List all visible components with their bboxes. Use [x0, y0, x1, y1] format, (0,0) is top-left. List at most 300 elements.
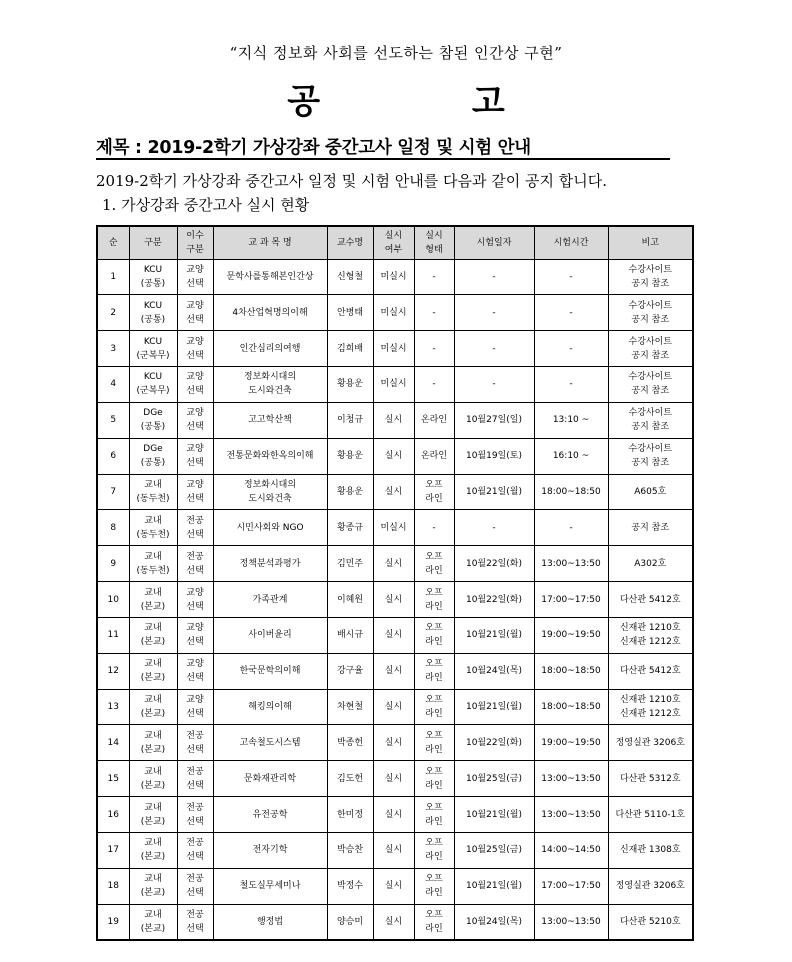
cell-completion [177, 474, 213, 510]
cell-no: 2 [97, 295, 129, 331]
cell-course-line: 유전공학 [252, 809, 288, 820]
cell-category-line: (공통) [140, 278, 166, 289]
cell-date: 10월27일(일) [454, 402, 534, 438]
cell-completion [177, 402, 213, 438]
cell-course-line: 정보화시대의 [243, 372, 297, 383]
cell-time: 13:00~13:50 [534, 761, 608, 797]
title-underline [96, 158, 670, 160]
cell-course [213, 438, 327, 474]
cell-note [608, 510, 693, 546]
cell-no: 16 [97, 797, 129, 833]
cell-category [129, 331, 177, 367]
cell-completion-line: 선택 [186, 709, 204, 720]
cell-completion-line: 전공 [186, 802, 204, 813]
table-row [97, 868, 693, 904]
cell-mode-line: - [432, 379, 436, 390]
cell-time: 17:00~17:50 [534, 868, 608, 904]
cell-completion [177, 725, 213, 761]
cell-completion-line: 선택 [186, 529, 204, 540]
header-course: 교 과 목 명 [213, 226, 327, 259]
cell-professor: 김민주 [327, 546, 373, 582]
cell-time: 18:00~18:50 [534, 474, 608, 510]
cell-professor: 한미정 [327, 797, 373, 833]
cell-date: 10월22일(화) [454, 582, 534, 618]
cell-date: - [454, 510, 534, 546]
motto: “지식 정보화 사회를 선도하는 참된 인간상 구현” [229, 44, 563, 62]
cell-category-line: (공통) [140, 314, 166, 325]
cell-category [129, 402, 177, 438]
cell-completion [177, 438, 213, 474]
cell-category-line: (동두천) [136, 529, 170, 540]
cell-course [213, 295, 327, 331]
cell-note-line: 신재관 1212호 [619, 709, 681, 720]
cell-no: 11 [97, 617, 129, 653]
cell-course-line: 가족관계 [252, 594, 288, 605]
cell-mode-line: 라인 [425, 565, 443, 576]
cell-time: 16:10 ~ [534, 438, 608, 474]
cell-mode-line: 오프 [425, 479, 443, 490]
cell-completion-line: 선택 [186, 314, 204, 325]
cell-professor: 김도헌 [327, 761, 373, 797]
cell-category-line: (본교) [140, 923, 166, 934]
header-date: 시험일자 [454, 226, 534, 259]
cell-mode-line: 라인 [425, 852, 443, 863]
cell-completion [177, 582, 213, 618]
cell-mode [414, 510, 454, 546]
cell-time: 17:00~17:50 [534, 582, 608, 618]
header-conducted [373, 226, 414, 259]
header-completion-line: 구분 [186, 244, 204, 255]
cell-course-line: 정책분석과평가 [239, 558, 301, 569]
header-mode-line: 실시 [425, 230, 443, 241]
cell-mode-line: 오프 [425, 551, 443, 562]
cell-course-line: 전통문화와한옥의이해 [226, 451, 314, 462]
cell-course-line: 행정법 [256, 916, 284, 927]
cell-note [608, 725, 693, 761]
cell-category-line: 교내 [144, 587, 162, 598]
cell-date: 10월24일(목) [454, 653, 534, 689]
cell-professor: 배시규 [327, 617, 373, 653]
cell-professor: 이혜원 [327, 582, 373, 618]
cell-time: - [534, 367, 608, 403]
cell-completion-line: 선택 [186, 816, 204, 827]
cell-note [608, 402, 693, 438]
table-row [97, 474, 693, 510]
header-completion [177, 226, 213, 259]
table-row [97, 295, 693, 331]
cell-completion-line: 교양 [186, 372, 204, 383]
cell-date: - [454, 259, 534, 295]
cell-note-line: 수강사이트 [628, 408, 672, 419]
cell-completion-line: 전공 [186, 766, 204, 777]
cell-note [608, 904, 693, 940]
cell-completion-line: 선택 [186, 350, 204, 361]
cell-note [608, 474, 693, 510]
cell-completion-line: 선택 [186, 565, 204, 576]
cell-course-line: 정보화시대의 [243, 479, 297, 490]
cell-category-line: DGe [143, 444, 163, 455]
table-row [97, 653, 693, 689]
cell-completion [177, 653, 213, 689]
cell-completion-line: 선택 [186, 422, 204, 433]
cell-mode [414, 797, 454, 833]
cell-mode [414, 582, 454, 618]
header-time: 시험시간 [534, 226, 608, 259]
cell-note-line: 공지 참조 [631, 314, 670, 325]
cell-conducted: 실시 [373, 761, 414, 797]
cell-category-line: (본교) [140, 888, 166, 899]
cell-note-line: 다산관 5110-1호 [615, 809, 685, 820]
cell-note [608, 331, 693, 367]
cell-no: 7 [97, 474, 129, 510]
header-note: 비고 [608, 226, 693, 259]
cell-note [608, 797, 693, 833]
cell-category-line: 교내 [144, 730, 162, 741]
cell-completion-line: 전공 [186, 838, 204, 849]
cell-time: 13:00~13:50 [534, 904, 608, 940]
table-header-row [97, 226, 693, 259]
cell-no: 19 [97, 904, 129, 940]
cell-course [213, 617, 327, 653]
cell-completion [177, 367, 213, 403]
cell-completion-line: 전공 [186, 874, 204, 885]
cell-mode-line: - [432, 307, 436, 318]
cell-course-line: 도시와건축 [248, 493, 292, 504]
header-category: 구분 [129, 226, 177, 259]
cell-category-line: 교내 [144, 695, 162, 706]
cell-category [129, 761, 177, 797]
cell-date: 10월25일(금) [454, 833, 534, 869]
cell-course-line: 한국문학의이해 [239, 666, 301, 677]
cell-completion-line: 선택 [186, 673, 204, 684]
cell-mode-line: 오프 [425, 766, 443, 777]
cell-category-line: 교내 [144, 551, 162, 562]
cell-professor: 차현철 [327, 689, 373, 725]
cell-category-line: 교내 [144, 909, 162, 920]
cell-completion-line: 선택 [186, 852, 204, 863]
cell-category [129, 438, 177, 474]
cell-course [213, 725, 327, 761]
cell-professor: 황용운 [327, 367, 373, 403]
cell-note-line: 공지 참조 [631, 522, 670, 533]
cell-note-line: 다산관 5412호 [619, 594, 681, 605]
cell-date: 10월21일(월) [454, 689, 534, 725]
cell-completion-line: 선택 [186, 493, 204, 504]
cell-date: 10월24일(목) [454, 904, 534, 940]
notice-title: 제목 : 2019-2학기 가상강좌 중간고사 일정 및 시험 안내 [96, 138, 531, 158]
cell-completion-line: 전공 [186, 551, 204, 562]
cell-mode-line: 라인 [425, 673, 443, 684]
cell-note-line: 수강사이트 [628, 444, 672, 455]
cell-professor: 박승찬 [327, 833, 373, 869]
cell-category-line: (군복무) [136, 386, 170, 397]
cell-mode-line: 온라인 [420, 451, 448, 462]
cell-note-line: 신재관 1210호 [619, 623, 681, 634]
cell-conducted: 실시 [373, 546, 414, 582]
cell-completion-line: 교양 [186, 479, 204, 490]
cell-time: - [534, 295, 608, 331]
cell-course-line: 해킹의이해 [248, 702, 292, 713]
cell-note [608, 438, 693, 474]
table-row [97, 259, 693, 295]
cell-no: 17 [97, 833, 129, 869]
cell-course-line: 사이버윤리 [248, 630, 292, 641]
cell-no: 8 [97, 510, 129, 546]
cell-completion [177, 546, 213, 582]
exam-schedule-table [96, 225, 694, 941]
cell-conducted: 실시 [373, 797, 414, 833]
cell-completion-line: 선택 [186, 601, 204, 612]
cell-note-line: 다산관 5412호 [619, 666, 681, 677]
cell-mode-line: - [432, 522, 436, 533]
cell-date: 10월25일(금) [454, 761, 534, 797]
cell-category-line: (동두천) [136, 493, 170, 504]
cell-time: 13:10 ~ [534, 402, 608, 438]
cell-category [129, 868, 177, 904]
cell-category-line: 교내 [144, 659, 162, 670]
cell-mode-line: 라인 [425, 744, 443, 755]
cell-category-line: 교내 [144, 623, 162, 634]
cell-time: 13:00~13:50 [534, 797, 608, 833]
cell-completion [177, 689, 213, 725]
cell-mode-line: - [432, 271, 436, 282]
cell-note-line: 다산관 5210호 [619, 916, 681, 927]
cell-mode-line: 라인 [425, 637, 443, 648]
cell-no: 1 [97, 259, 129, 295]
cell-date: - [454, 295, 534, 331]
cell-note-line: 공지 참조 [631, 386, 670, 397]
cell-category [129, 295, 177, 331]
cell-conducted: 실시 [373, 474, 414, 510]
cell-time: 19:00~19:50 [534, 725, 608, 761]
cell-category-line: (본교) [140, 852, 166, 863]
cell-course-line: 전자기학 [252, 845, 288, 856]
cell-date: 10월19일(토) [454, 438, 534, 474]
cell-category-line: (공통) [140, 422, 166, 433]
cell-professor: 황종규 [327, 510, 373, 546]
cell-time: - [534, 259, 608, 295]
cell-category [129, 582, 177, 618]
cell-completion [177, 510, 213, 546]
cell-course [213, 689, 327, 725]
cell-course-line: 문화재관리학 [243, 773, 297, 784]
cell-mode [414, 833, 454, 869]
cell-completion-line: 선택 [186, 888, 204, 899]
cell-professor: 신형철 [327, 259, 373, 295]
cell-note-line: A605호 [634, 486, 667, 497]
intro-text: 2019-2학기 가상강좌 중간고사 일정 및 시험 안내를 다음과 같이 공지 합니다. [96, 172, 607, 190]
table-row [97, 617, 693, 653]
table-row [97, 546, 693, 582]
cell-mode [414, 331, 454, 367]
cell-mode [414, 653, 454, 689]
cell-course [213, 367, 327, 403]
cell-time: - [534, 510, 608, 546]
cell-mode-line: 오프 [425, 659, 443, 670]
cell-category-line: (본교) [140, 673, 166, 684]
cell-mode-line: 오프 [425, 802, 443, 813]
cell-note [608, 295, 693, 331]
cell-category-line: KCU [143, 372, 163, 383]
cell-mode [414, 259, 454, 295]
header-no: 순 [97, 226, 129, 259]
cell-mode-line: 오프 [425, 909, 443, 920]
cell-completion-line: 선택 [186, 386, 204, 397]
cell-completion-line: 전공 [186, 730, 204, 741]
cell-note-line: A302호 [634, 558, 667, 569]
cell-course [213, 331, 327, 367]
cell-category-line: 교내 [144, 802, 162, 813]
cell-date: 10월21일(월) [454, 474, 534, 510]
cell-completion [177, 868, 213, 904]
cell-mode-line: 오프 [425, 730, 443, 741]
cell-mode [414, 546, 454, 582]
cell-completion-line: 교양 [186, 444, 204, 455]
cell-category-line: (본교) [140, 709, 166, 720]
table-row [97, 797, 693, 833]
cell-conducted: 미실시 [373, 295, 414, 331]
cell-mode [414, 689, 454, 725]
cell-completion [177, 617, 213, 653]
table-row [97, 367, 693, 403]
cell-course-line: 시민사회와 NGO [236, 522, 304, 533]
cell-date: 10월21일(월) [454, 617, 534, 653]
cell-completion-line: 선택 [186, 637, 204, 648]
cell-category-line: (본교) [140, 744, 166, 755]
cell-course-line: 문학사를통해본인간상 [226, 271, 314, 282]
cell-note-line: 정영실관 3206호 [615, 737, 685, 748]
cell-conducted: 미실시 [373, 510, 414, 546]
cell-course [213, 761, 327, 797]
header-completion-line: 이수 [186, 230, 204, 241]
cell-course-line: 고속철도시스템 [239, 737, 301, 748]
cell-mode-line: 오프 [425, 838, 443, 849]
cell-completion-line: 선택 [186, 744, 204, 755]
cell-course [213, 904, 327, 940]
table-row [97, 438, 693, 474]
cell-note-line: 공지 참조 [631, 350, 670, 361]
cell-category [129, 617, 177, 653]
cell-professor: 강구율 [327, 653, 373, 689]
notice-heading: 공 고 [287, 82, 575, 122]
cell-professor: 김희배 [327, 331, 373, 367]
cell-date: - [454, 331, 534, 367]
cell-completion-line: 교양 [186, 623, 204, 634]
cell-category-line: 교내 [144, 874, 162, 885]
cell-course [213, 546, 327, 582]
cell-category-line: KCU [143, 336, 163, 347]
cell-mode [414, 761, 454, 797]
section-title: 1. 가상강좌 중간고사 실시 현황 [102, 196, 310, 214]
cell-mode-line: 오프 [425, 623, 443, 634]
cell-mode-line: 온라인 [420, 415, 448, 426]
cell-course [213, 510, 327, 546]
cell-professor: 황용운 [327, 474, 373, 510]
cell-conducted: 실시 [373, 438, 414, 474]
cell-mode [414, 295, 454, 331]
cell-completion-line: 선택 [186, 278, 204, 289]
table-row [97, 833, 693, 869]
cell-category-line: 교내 [144, 479, 162, 490]
cell-note-line: 신재관 1212호 [619, 637, 681, 648]
cell-no: 18 [97, 868, 129, 904]
cell-note-line: 다산관 5312호 [619, 773, 681, 784]
cell-time: 18:00~18:50 [534, 653, 608, 689]
cell-professor: 양승미 [327, 904, 373, 940]
cell-note-line: 공지 참조 [631, 458, 670, 469]
header-mode [414, 226, 454, 259]
cell-date: - [454, 367, 534, 403]
cell-completion [177, 797, 213, 833]
cell-category [129, 474, 177, 510]
cell-course-line: 4차산업혁명의이해 [232, 307, 308, 318]
cell-date: 10월22일(화) [454, 546, 534, 582]
table-row [97, 510, 693, 546]
cell-date: 10월21일(월) [454, 797, 534, 833]
cell-completion [177, 295, 213, 331]
cell-conducted: 실시 [373, 653, 414, 689]
cell-completion-line: 교양 [186, 300, 204, 311]
cell-category [129, 259, 177, 295]
cell-time: 14:00~14:50 [534, 833, 608, 869]
cell-conducted: 미실시 [373, 259, 414, 295]
cell-category-line: (본교) [140, 816, 166, 827]
cell-category [129, 510, 177, 546]
cell-completion-line: 교양 [186, 336, 204, 347]
cell-category-line: (본교) [140, 637, 166, 648]
cell-time: - [534, 331, 608, 367]
cell-note [608, 761, 693, 797]
cell-time: 13:00~13:50 [534, 546, 608, 582]
cell-conducted: 실시 [373, 833, 414, 869]
header-professor: 교수명 [327, 226, 373, 259]
cell-completion-line: 교양 [186, 695, 204, 706]
cell-mode-line: 라인 [425, 709, 443, 720]
cell-mode-line: 오프 [425, 695, 443, 706]
cell-note-line: 공지 참조 [631, 422, 670, 433]
table-row [97, 725, 693, 761]
cell-no: 9 [97, 546, 129, 582]
cell-category-line: KCU [143, 264, 163, 275]
cell-note-line: 수강사이트 [628, 372, 672, 383]
cell-time: 19:00~19:50 [534, 617, 608, 653]
cell-mode-line: 라인 [425, 780, 443, 791]
cell-category [129, 367, 177, 403]
cell-note [608, 582, 693, 618]
cell-note-line: 수강사이트 [628, 264, 672, 275]
table-row [97, 402, 693, 438]
cell-no: 12 [97, 653, 129, 689]
cell-completion [177, 259, 213, 295]
table-row [97, 761, 693, 797]
cell-course-line: 인간심리의여행 [239, 343, 301, 354]
cell-category-line: (본교) [140, 780, 166, 791]
header-mode-line: 형태 [425, 244, 443, 255]
cell-conducted: 실시 [373, 725, 414, 761]
cell-conducted: 실시 [373, 402, 414, 438]
cell-professor: 안병태 [327, 295, 373, 331]
cell-conducted: 실시 [373, 689, 414, 725]
header-conducted-line: 여부 [384, 244, 403, 255]
cell-note [608, 259, 693, 295]
cell-completion [177, 331, 213, 367]
cell-note-line: 신재관 1210호 [619, 695, 681, 706]
cell-completion-line: 선택 [186, 780, 204, 791]
cell-mode [414, 438, 454, 474]
cell-completion-line: 선택 [186, 923, 204, 934]
cell-mode [414, 617, 454, 653]
cell-note [608, 367, 693, 403]
